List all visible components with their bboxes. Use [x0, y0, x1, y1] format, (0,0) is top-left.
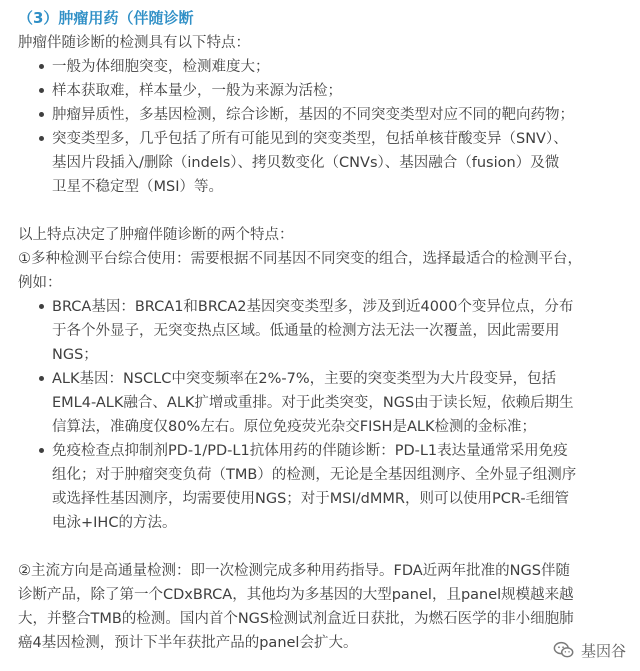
example-item-continued: 于各个外显子，无突变热点区域。低通量的检测方法无法一次覆盖，因此需要用 [52, 323, 560, 339]
point-2-text: 癌4基因检测，预计下半年获批产品的panel会扩大。 [18, 635, 358, 651]
point-2-text: 大，并整合TMB的检测。国内首个NGS检测试剂盒近日获批，为燃石医学的非小细胞肺 [18, 611, 574, 627]
example-item: BRCA基因：BRCA1和BRCA2基因突变类型多，涉及到近4000个变异位点，分布 [52, 295, 573, 319]
example-item-continued: 组化；对于肿瘤突变负荷（TMB）的检测，无论是全基因组测序、全外显子组测序 [52, 467, 577, 483]
feature-item: 样本获取难，样本量少，一般为来源为活检； [52, 79, 342, 103]
point-2-text: ②主流方向是高通量检测：即一次检测完成多种用药指导。FDA近两年批准的NGS伴随 [18, 563, 570, 579]
point-2-text: 诊断产品，除了第一个CDxBRCA，其他均为多基因的大型panel，且panel规模越来越 [18, 587, 574, 603]
example-item: 免疫检查点抑制剂PD-1/PD-L1抗体用药的伴随诊断：PD-L1表达量通常采用免疫 [52, 439, 568, 463]
feature-item: 一般为体细胞突变，检测难度大； [52, 55, 270, 79]
point-1-text: ①多种检测平台综合使用：需要根据不同基因不同突变的组合，选择最适合的检测平台， [18, 251, 582, 267]
example-item: ALK基因：NSCLC中突变频率在2%-7%，主要的突变类型为大片段变异，包括 [52, 367, 556, 391]
watermark [553, 639, 626, 661]
intro-text: 肿瘤伴随诊断的检测具有以下特点： [18, 35, 250, 51]
example-item-continued: 电泳+IHC的方法。 [52, 515, 177, 531]
feature-item: 突变类型多，几乎包括了所有可能见到的突变类型，包括单核苷酸变异（SNV）、 [52, 127, 568, 151]
feature-item-continued: 基因片段插入/删除（indels）、拷贝数变化（CNVs）、基因融合（fusion）及微 [52, 155, 560, 171]
point-1-text: 例如： [18, 275, 62, 291]
example-item-continued: EML4-ALK融合、ALK扩增或重排。对于此类突变，NGS由于读长短，依赖后期生 [52, 395, 574, 411]
example-item-continued: NGS； [52, 347, 98, 363]
example-item-continued: 信算法，准确度仅80%左右。原位免疫荧光杂交FISH是ALK检测的金标准； [52, 419, 536, 435]
wechat-icon [553, 639, 575, 661]
example-item-continued: 或选择性基因测序，均需要使用NGS；对于MSI/dMMR，则可以使用PCR-毛细管 [52, 491, 570, 507]
watermark-text: 基因谷 [580, 641, 626, 660]
conclusion-intro: 以上特点决定了肿瘤伴随诊断的两个特点： [18, 227, 294, 243]
feature-item-continued: 卫星不稳定型（MSI）等。 [52, 179, 223, 195]
feature-item: 肿瘤异质性，多基因检测，综合诊断，基因的不同突变类型对应不同的靶向药物； [52, 103, 574, 127]
section-heading: （3）肿瘤用药（伴随诊断 [18, 9, 194, 27]
